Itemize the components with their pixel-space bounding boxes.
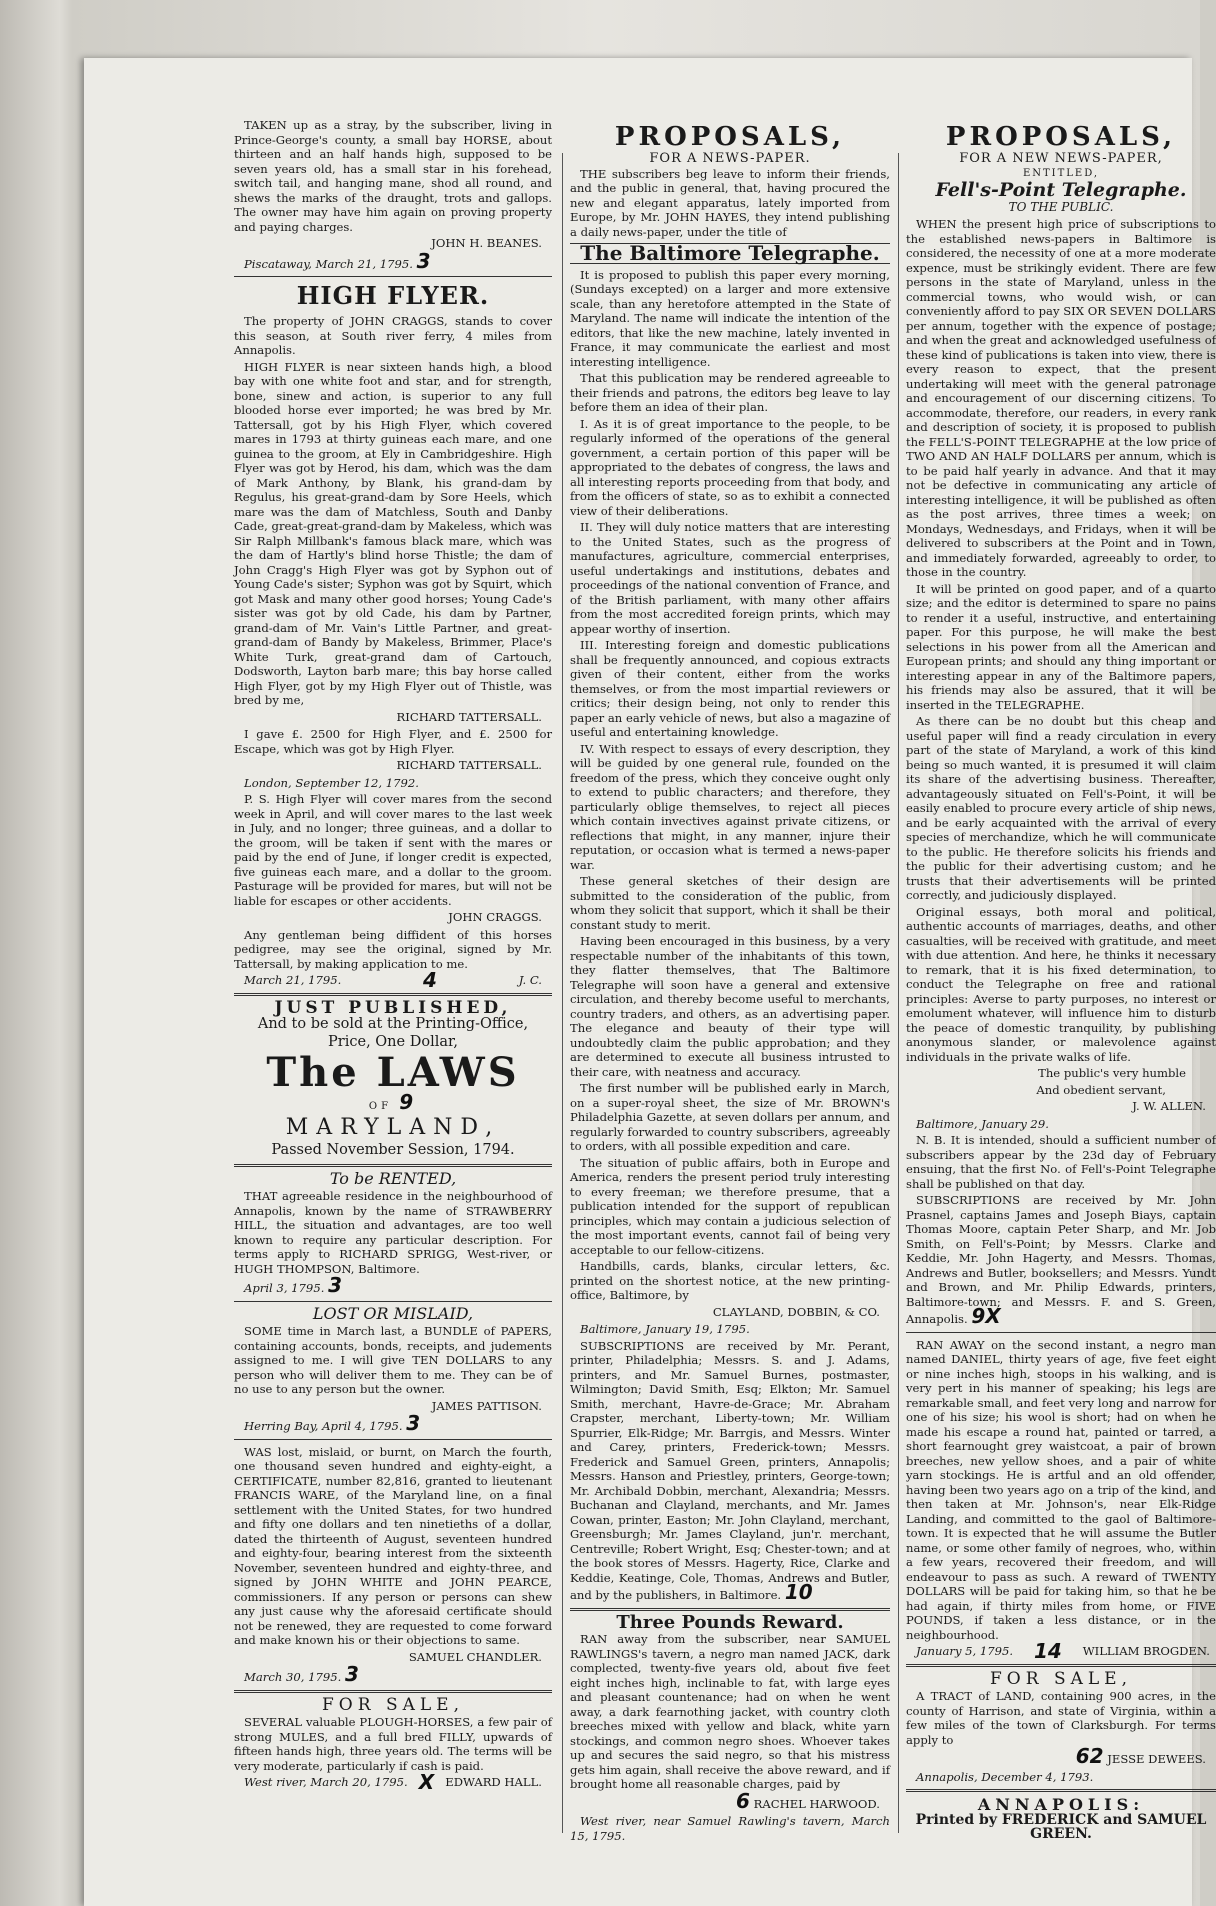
- fells-p1: WHEN the present high price of subscriptions to the established news-papers in Baltimore is considered, the necessity of one at a more moderate expence, must be strikingly evident. There are few persons in the state of Maryland, unless in the commercial towns, who would wish, or can conveniently afford to pay SIX OR SEVEN DOLLARS per annum, together with the expence of postage; and when the great and acknowledged usefulness of these kind of publications is taken into view, there is every reason to expect, that the present undertaking will meet with the general patronage and encouragement of our discerning citizens. To accommodate, therefore, our readers, in every rank and description of society, it is proposed to publish the FELL'S-POINT TELEGRAPHE at the low price of TWO AND AN HALF DOLLARS per annum, which is to be paid half yearly in advance. And that it may not be defective in communicating any article of interesting intelligence, it will be published as often as the post arrives, three times a week; on Mondays, Wednesdays, and Fridays, when it will be delivered to subscribers at the Point and in Town, and immediately forwarded, agreeably to order, to those in the country.: [906, 217, 1216, 579]
- separator: [570, 1608, 890, 1611]
- lost-place: Herring Bay, April 4, 1795.: [244, 1419, 403, 1433]
- dewees-signature: JESSE DEWEES.: [1107, 1752, 1206, 1766]
- sale-place: West river, March 20, 1795.: [244, 1775, 408, 1789]
- proposal-p4: II. They will duly notice matters that are interesting to the United States, such as the progress of manufactures, agriculture, commercial enterprises, useful undertakings and institutions, debates and proceedings of the national convention of France, and of the British parliament, with many other affairs from the most accredited foreign prints, which may appear worthy of insertion.: [570, 520, 890, 636]
- subscriptions-list: [570, 1339, 890, 1603]
- ran-away-body: RAN AWAY on the second instant, a negro man named DANIEL, thirty years of age, five feet eight or nine inches high, stoops in his walking, and is very pert in his manner of speaking; his legs are remarkable small, and feet very long and narrow for one of his size; his wool is short; had on when he made his escape a round hat, painted or tarred, a short fearnought grey waistcoat, a pair of brown breeches, new yellow shoes, and a pair of white yarn stockings. He is artful and an old offender, having been two years ago on a trip of the kind, and then taken at Mr. Johnson's, near Elk-Ridge Landing, and committed to the gaol of Baltimore-town. It is expected that he will assume the Butler name, or some other family of negroes, who, within a few years, recovered their freedom, and will endeavour to pass as such. A reward of TWENTY DOLLARS will be paid for taking him, so that he be had again, if thirty miles from home, or FIVE POUNDS, if taken a less distance, or in the neighbourhood.: [906, 1337, 1216, 1642]
- land-ink-mark: 62: [1075, 1744, 1104, 1768]
- separator: [234, 1164, 552, 1167]
- subscriptions-text: SUBSCRIPTIONS are received by Mr. Perant, printer, Philadelphia; Messrs. S. and J. Adams, printers, and Mr. Samuel Burnes, postmaster, Wilmington; David Smith, Esq; Elkton; Mr. Samuel Smith, merchant, Havre-de-Grace; Mr. Abraham Crapster, merchant, Liberty-town; Mr. William Spurrier, Elk-Ridge; Mr. Barrgis, and Messrs. Winter and Carey, printers, Frederick-town; Messrs. Frederick and Samuel Green, printers, Annapolis; Messrs. Hanson and Priestley, printers, George-town; Mr. Archibald Dobbin, merchant, Alexandria; Messrs. Buchanan and Clayland, merchants, and Mr. James Cowan, printer, Easton; Mr. John Clayland, merchant, Greensburgh; Mr. James Clayland, jun'r. merchant, Centreville; Robert Wright, Esq; Chester-town; and at the book stores of Messrs. Hagerty, Rice, Clarke and Keddie, Keatinge, Cole, Thomas, Andrews and Butler, and by the publishers, in Baltimore.: [570, 1338, 890, 1602]
- proposal-p6: IV. With respect to essays of every description, they will be guided by one general rule, founded on the freedom of the press, which they conceive ought only to extend to public characters; and therefore, they particularly oblige themselves, to reject all pieces which contain invectives against private citizens, or reflections that might, in any manner, injure their reputation, or occasion what is termed a news-paper war.: [570, 741, 890, 872]
- for-a-new-news-paper: FOR A NEW NEWS-PAPER,: [959, 151, 1163, 166]
- fells-date: Baltimore, January 29.: [916, 1116, 1049, 1131]
- proposal-p1: It is proposed to publish this paper every morning, (Sundays excepted) on a larger and more extensive scale, than any heretofore attempted in the State of Maryland. The name will indicate the intention of the editors, that like the new machine, lately invented in France, it may communicate the earliest and most interesting intelligence.: [570, 267, 890, 369]
- proposals-headline: PROPOSALS,: [614, 122, 846, 152]
- column-right: [906, 118, 1216, 1842]
- allen-signature: J. W. ALLEN.: [1132, 1099, 1206, 1113]
- separator: [234, 1690, 552, 1693]
- high-flyer-note: Any gentleman being diffident of this horses pedigree, may see the original, signed by Mr. Tattersall, by making application to me.: [234, 927, 552, 971]
- closing-humble: The public's very humble: [1038, 1066, 1186, 1080]
- separator: [234, 276, 552, 277]
- passed-session: Passed November Session, 1794.: [271, 1141, 515, 1158]
- column-rule-1: [562, 153, 563, 1833]
- reward-body: RAN away from the subscriber, near SAMUEL RAWLINGS's tavern, a negro man named JACK, dark complected, twenty-five years old, about five feet eight inches high, inclinable to fat, with large eyes and pleasant countenance; had on when he went away, a dark fearnothing jacket, with country cloth breeches mixed with yellow and black, white yarn stockings, and common negro shoes. Whoever takes up and secures the said negro, so that his mistress gets him again, shall receive the above reward, and if brought home all reasonable charges, paid by: [570, 1632, 890, 1791]
- high-flyer-footer: [234, 968, 552, 992]
- rented-date-line: [234, 1273, 552, 1297]
- pattison-signature: JAMES PATTISON.: [431, 1398, 542, 1413]
- closing-servant: And obedient servant,: [1036, 1082, 1166, 1097]
- to-the-public: TO THE PUBLIC.: [1008, 199, 1114, 214]
- high-flyer-ink-mark: 4: [423, 968, 437, 992]
- of-word: OF: [368, 1101, 393, 1112]
- separator: [906, 1789, 1216, 1792]
- baltimore-telegraphe-title: The Baltimore Telegraphe.: [570, 243, 890, 264]
- harwood-signature: RACHEL HARWOOD.: [753, 1796, 880, 1811]
- land-sale-body: A TRACT of LAND, containing 900 acres, in the county of Harrison, and state of Virginia, within a few miles of the town of Clarksburgh. For terms apply to: [906, 1689, 1216, 1747]
- separator: [234, 1439, 552, 1440]
- stray-ink-mark: 3: [416, 248, 431, 273]
- certificate-body: WAS lost, mislaid, or burnt, on March the fourth, one thousand seven hundred and eighty-eight, a CERTIFICATE, number 82,816, granted to lieutenant FRANCIS WARE, of the Maryland line, on a final settlement with the United States, for two hundred and fifty one dollars and ten ninetieths of a dollar, dated the thirteenth of August, seventeen hundred and eighty-four, bearing interest from the sixteenth November, seventeen hundred and eighty-three, and signed by JOHN WHITE and JOHN PEARCE, commissioners. If any person or persons can shew any just cause why the aforesaid certificate should not be renewed, they are requested to come forward and make known his or their objections to same.: [234, 1444, 552, 1647]
- fells-point-telegraphe-title: Fell's-Point Telegraphe.: [935, 179, 1187, 201]
- laws-of: [234, 1090, 552, 1115]
- stray-place: Piscataway, March 21, 1795.: [244, 256, 413, 271]
- for-a-news-paper: FOR A NEWS-PAPER.: [649, 151, 811, 166]
- lost-body: SOME time in March last, a BUNDLE of PAPERS, containing accounts, bonds, receipts, and judements assigned to me. I will give TEN DOLLARS to any person who will deliver them to me. They can be of no use to any person but the owner.: [234, 1324, 552, 1396]
- proposal-intro: THE subscribers beg leave to inform their friends, and the public in general, that, having procured the new and elegant apparatus, lately imported from Europe, by Mr. JOHN HAYES, they intend publishing a daily news-paper, under the title of: [570, 166, 890, 239]
- hall-signature: EDWARD HALL.: [445, 1775, 542, 1789]
- proposal-p5: III. Interesting foreign and domestic publications shall be frequently announced, and copious extracts given of their content, either from the works themselves, or from the most impartial reviewers or critics; their design being, not only to render this paper an early vehicle of news, but also a magazine of useful and entertaining knowledge.: [570, 638, 890, 739]
- proposals-headline-2: PROPOSALS,: [945, 122, 1177, 152]
- laws-ink-mark: 9: [399, 1090, 418, 1114]
- proposal-p3: I. As it is of great importance to the people, to be regularly informed of the operations of the general government, a certain portion of this paper will be appropriated to the debates of congress, the laws and all interesting reports proceeding from that body, and from the officers of state, so as to exhibit a connected view of their deliberations.: [570, 416, 890, 518]
- fells-subscriptions: [906, 1193, 1216, 1327]
- proposal-date: Baltimore, January 19, 1795.: [580, 1322, 750, 1336]
- craggs-signature: JOHN CRAGGS.: [448, 910, 542, 924]
- ran-away-footer: [906, 1639, 1216, 1663]
- dewees-signature-line: [906, 1744, 1206, 1768]
- proposal-p7: These general sketches of their design are submitted to the consideration of the public, from whom they solicit that support, which it shall be their constant study to merit.: [570, 874, 890, 932]
- sale-body: SEVERAL valuable PLOUGH-HORSES, a few pair of strong MULES, and a full bred FILLY, upwards of fifteen hands high, three years old. The terms will be very moderate, particularly if cash is paid.: [234, 1715, 552, 1773]
- for-sale-headline: FOR SALE,: [322, 1694, 464, 1715]
- separator: [906, 1664, 1216, 1667]
- high-flyer-initials: J. C.: [518, 973, 542, 987]
- just-published-line-2: Price, One Dollar,: [328, 1034, 458, 1050]
- imprint-annapolis: ANNAPOLIS:: [977, 1795, 1145, 1814]
- rented-date: April 3, 1795.: [244, 1281, 325, 1295]
- land-sale-date: Annapolis, December 4, 1793.: [916, 1769, 1094, 1784]
- cert-date-line: [234, 1662, 552, 1686]
- reward-place: West river, near Samuel Rawling's tavern, March 15, 1795.: [570, 1814, 890, 1843]
- the-laws-title: The LAWS: [266, 1049, 520, 1096]
- ran-away-date: January 5, 1795.: [916, 1644, 1014, 1658]
- high-flyer-headline: HIGH FLYER.: [296, 281, 490, 310]
- proposal-p10: The situation of public affairs, both in Europe and America, renders the present period truly interesting to every freeman; we therefore presume, that a publication intended for the support of republican principles, which may contain a judicious selection of the most important events, cannot fail of being very acceptable to our fellow-citizens.: [570, 1155, 890, 1257]
- just-published-line-1: And to be sold at the Printing-Office,: [257, 1016, 529, 1032]
- reward-ink-mark: 6: [736, 1788, 750, 1813]
- sale-ink-mark: X: [418, 1770, 435, 1794]
- brogden-signature: WILLIAM BROGDEN.: [1082, 1644, 1210, 1658]
- tattersall-signature-2: RICHARD TATTERSALL.: [396, 758, 542, 772]
- newspaper-page: [84, 58, 1216, 1906]
- separator: [906, 1332, 1216, 1333]
- lost-headline: LOST OR MISLAID,: [312, 1303, 474, 1323]
- just-published-headline: JUST PUBLISHED,: [274, 997, 512, 1018]
- fells-p4: Original essays, both moral and political, authentic accounts of marriages, deaths, and other casualties, will be received with gratitude, and meet with due attention. And here, he thinks it necessary to remark, that it is his fixed determination, to conduct the Telegraphe on free and rational principles: Averse to party purposes, no interest or emolument whatever, will influence him to disturb the peace of domestic tranquility, by publishing anonymous slander, or malevolence against individuals in the private walks of life.: [906, 904, 1216, 1064]
- stray-horse-ad: TAKEN up as a stray, by the subscriber, living in Prince-George's county, a small bay HORSE, about thirteen and an half hands high, supposed to be seven years old, has a small star in his forehead, switch tail, and hanging mane, shod all round, and shews the marks of the draught, trots and gallops. The owner may have him again on proving property and paying charges.: [234, 118, 552, 234]
- subs-ink-mark: 10: [784, 1580, 813, 1604]
- high-flyer-intro: The property of JOHN CRAGGS, stands to cover this season, at South river ferry, 4 miles from Annapolis.: [234, 314, 552, 357]
- maryland-title: MARYLAND,: [285, 1114, 501, 1140]
- cert-date: March 30, 1795.: [244, 1670, 342, 1684]
- fells-nb: N. B. It is intended, should a sufficient number of subscribers appear by the 23d day of February ensuing, that the first No. of Fell's-Point Telegraphe shall be published on that day.: [906, 1133, 1216, 1191]
- lost-ink-mark: 3: [406, 1411, 421, 1435]
- to-be-rented-headline: To be RENTED,: [329, 1168, 457, 1188]
- imprint-printers: Printed by FREDERICK and SAMUEL GREEN.: [915, 1811, 1207, 1842]
- cert-ink-mark: 3: [344, 1662, 359, 1686]
- stray-signature: JOHN H. BEANES.: [431, 236, 542, 250]
- proposal-p8: Having been encouraged in this business, by a very respectable number of the inhabitants of this town, they flatter themselves, that The Baltimore Telegraphe will soon have a general and extensive circulation, and thereby become useful to merchants, country traders, and others, as an advertising paper. The elegance and beauty of their type will undoubtedly claim the public approbation; and they are determined to execute all business intrusted to their care, with neatness and accuracy.: [570, 934, 890, 1079]
- entitled: ENTITLED,: [1022, 167, 1100, 179]
- separator: [234, 993, 552, 996]
- column-left: [234, 118, 552, 1792]
- chandler-signature: SAMUEL CHANDLER.: [408, 1649, 542, 1664]
- rented-ink-mark: 3: [328, 1273, 342, 1297]
- fells-p2: It will be printed on good paper, and of a quarto size; and the editor is determined to spare no pains to render it a useful, instructive, and entertaining paper. For this purpose, he will make the best selections in his power from all the American and European prints; and should any thing important or interesting appear in any of the Baltimore papers, his friends may also be assured, that it will be inserted in the TELEGRAPHE.: [906, 581, 1216, 712]
- high-flyer-date-2: March 21, 1795.: [244, 973, 342, 987]
- ran-away-ink-mark: 14: [1034, 1639, 1062, 1663]
- high-flyer-body: HIGH FLYER is near sixteen hands high, a blood bay with one white foot and star, and for strength, bone, sinew and action, is superior to any full blooded horse ever imported; he was bred by Mr. Tattersall, got by his High Flyer, which covered mares in 1793 at thirty guineas each mare, and one guinea to the groom, at Ely in Cambridgeshire. High Flyer was got by Herod, his dam, which was the dam of Mark Anthony, by Blank, his grand-dam by Regulus, his great-grand-dam by Sore Heels, which mare was the dam of Matchless, South and Danby Cade, great-great-grand-dam by Makeless, which was Sir Ralph Millbank's famous black mare, which was the dam of Hartly's blind horse Thistle; the dam of John Cragg's High Flyer was got by Syphon out of Young Cade's sister; Syphon was got by Squirt, which got Mask and many other good horses; Young Cade's sister was got by old Cade, his dam by Partner, grand-dam of Mr. Vain's Little Partner, and great-grand-dam of Bandy by Makeless, Brimmer, Place's White Turk, great-grand dam of Cartouch, Dodsworth, Layton barb mare; this bay horse called High Flyer, got by my High Flyer out of Thistle, was bred by me,: [234, 359, 552, 707]
- for-sale-headline-2: FOR SALE,: [990, 1668, 1132, 1689]
- three-pounds-reward-headline: Three Pounds Reward.: [616, 1611, 844, 1633]
- proposal-p11: Handbills, cards, blanks, circular letters, &c. printed on the shortest notice, at the new printing-office, Baltimore, by: [570, 1259, 890, 1302]
- sale-footer: [234, 1770, 552, 1794]
- tattersall-signature-1: RICHARD TATTERSALL.: [396, 709, 542, 724]
- fells-p3: As there can be no doubt but this cheap and useful paper will find a ready circulation in every part of the state of Maryland, a work of this kind being so much wanted, it is presumed it will claim its share of the advertising business. Thereafter, advantageously situated on Fell's-Point, it will be easily enabled to procure every article of ship news, and be early acquainted with the arrival of every species of merchandize, which he will communicate to the public. He therefore solicits his friends and the public for their advertising custom; and he trusts that their advertisements will be printed correctly, and judiciously displayed.: [906, 714, 1216, 902]
- clayland-signature: CLAYLAND, DOBBIN, & CO.: [712, 1304, 880, 1319]
- high-flyer-ps: P. S. High Flyer will cover mares from the second week in April, and will cover mares to the last week in July, and no longer; three guineas, and a dollar to the groom, will be taken if sent with the mares or paid by the end of June, if longer credit is expected, five guineas each mare, and a dollar to the groom. Pasturage will be provided for mares, but will not be liable for escapes or other accidents.: [234, 792, 552, 908]
- stray-place-line: [234, 248, 552, 273]
- proposal-p9: The first number will be published early in March, on a super-royal sheet, the size of Mr. BROWN's Philadelphia Gazette, at seven dollars per annum, and regularly forwarded to country subscribers, agreeably to orders, with all possible expedition and care.: [570, 1081, 891, 1153]
- proposal-p2: That this publication may be rendered agreeable to their friends and patrons, the editors beg leave to lay before them an idea of their plan.: [570, 371, 890, 414]
- harwood-signature-line: [570, 1788, 880, 1813]
- lost-place-line: [234, 1411, 552, 1435]
- column-rule-2: [898, 153, 899, 1833]
- column-middle: [570, 118, 890, 1845]
- rented-body: THAT agreeable residence in the neighbourhood of Annapolis, known by the name of STRAWBERRY HILL, the situation and advantages, are too well known to require any particular description. For terms apply to RICHARD SPRIGG, West-river, or HUGH THOMPSON, Baltimore.: [234, 1189, 552, 1276]
- high-flyer-date: London, September 12, 1792.: [244, 775, 419, 790]
- fells-subscriptions-text: SUBSCRIPTIONS are received by Mr. John Prasnel, captains James and Joseph Biays, captain Thomas Moore, captain Peter Sharp, and Mr. Job Smith, on Fell's-Point; by Messrs. Clarke and Keddie, Mr. John Hagerty, and Messrs. Thomas, Andrews and Butler, booksellers; and Messrs. Yundt and Brown, and Mr. Philip Edwards, printers, Baltimore-town; and Messrs. F. and S. Green, Annapolis.: [906, 1193, 1216, 1326]
- separator: [234, 1301, 552, 1302]
- high-flyer-gave: I gave £. 2500 for High Flyer, and £. 2500 for Escape, which was got by High Flyer.: [234, 727, 552, 756]
- fells-subs-ink-mark: 9X: [971, 1304, 1001, 1328]
